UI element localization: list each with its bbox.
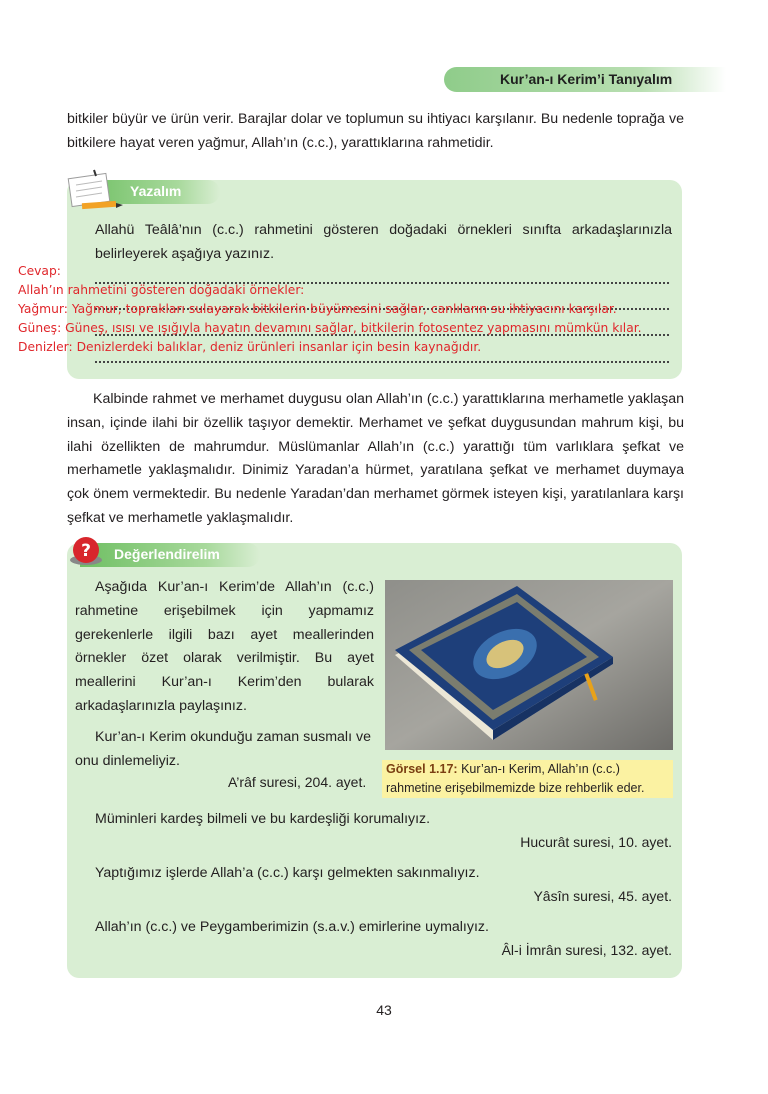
degerlendirelim-label: Değerlendirelim bbox=[114, 546, 220, 562]
verse-text: Müminleri kardeş bilmeli ve bu kardeşliği korumalıyız. bbox=[95, 811, 431, 827]
answer-heading: Cevap: bbox=[18, 264, 61, 278]
yazalim-label: Yazalım bbox=[130, 183, 182, 199]
chapter-title: Kur’an-ı Kerim’i Tanıyalım bbox=[500, 71, 673, 87]
caption-label: Görsel 1.17: bbox=[386, 762, 458, 776]
intro-paragraph: bitkiler büyür ve ürün verir. Barajlar dolar ve toplumun su ihtiyacı karşılanır. Bu nedenle toprağa ve bitkilere hayat veren yağmur, Allah’ın (c.c.), yarattıklarına rahmetidir. bbox=[67, 111, 684, 151]
verse-reference: Hucurât suresi, 10. ayet. bbox=[520, 834, 672, 850]
yazalim-instruction: Allahü Teâlâ’nın (c.c.) rahmetini gösteren doğadaki örnekleri sınıfta arkadaşlarınızla belirleyerek aşağıya yazınız. bbox=[95, 222, 672, 262]
verse-reference: Âl-i İmrân suresi, 132. ayet. bbox=[501, 942, 672, 958]
degerlendirelim-intro: Aşağıda Kur’an-ı Kerim’de Allah’ın (c.c.) rahmetine erişebilmek için yapmamız gerekenlerle ilgili bazı ayet meallerinden örnekler özet olarak verilmiştir. Bu ayet meallerini Kur’an-ı Kerim’den bularak arkadaşlarınızla paylaşınız. bbox=[75, 579, 374, 714]
answer-subheading: Allah’ın rahmetini gösteren doğadaki örnekler: bbox=[18, 283, 305, 297]
image-caption bbox=[382, 760, 673, 798]
verse-text: Allah’ın (c.c.) ve Peygamberimizin (s.a.v.) emirlerine uymalıyız. bbox=[95, 919, 489, 935]
verse-reference: Yâsîn suresi, 45. ayet. bbox=[533, 888, 672, 904]
svg-text:?: ? bbox=[81, 541, 91, 561]
page-number: 43 bbox=[376, 1002, 392, 1018]
degerlendirelim-tab bbox=[80, 543, 260, 567]
mercy-paragraph: Kalbinde rahmet ve merhamet duygusu olan Allah’ın (c.c.) yarattıklarına merhametle yaklaşan insan, içinde ilahi bir özellik taşıyor demektir. Merhamet ve şefkat duygusundan mahrum kişi, bu ilahi özellikten de mahrumdur. Müslümanlar Allah’ın (c.c.) yarattığı tüm varlıklara şefkat ve merhametle yaklaşmalıdır. Dinimiz Yaradan’a hürmet, yaratılana şefkat ve merhamet duymaya çok önem vermektedir. Bu nedenle Yaradan’dan merhamet görmek isteyen kişi, yaratılanlara karşı şefkat ve merhametle yaklaşmalıdır. bbox=[67, 391, 684, 526]
verse-reference: A’râf suresi, 204. ayet. bbox=[228, 774, 367, 790]
answer-seas: Denizler: Denizlerdeki balıklar, deniz ürünleri insanlar için besin kaynağıdır. bbox=[18, 340, 482, 354]
answer-rain: Yağmur: Yağmur, toprakları sulayarak bitkilerin büyümesini sağlar, canlıların su ihtiyacını karşılar. bbox=[18, 302, 617, 316]
verse-text: Yaptığımız işlerde Allah’a (c.c.) karşı gelmekten sakınmalıyız. bbox=[95, 865, 480, 881]
chapter-header bbox=[444, 67, 726, 92]
answer-line bbox=[95, 361, 669, 363]
question-mark-icon bbox=[65, 535, 105, 567]
answer-sun: Güneş: Güneş, ısısı ve ışığıyla hayatın devamını sağlar, bitkilerin fotosentez yapmasını mümkün kılar. bbox=[18, 321, 642, 335]
paper-pencil-icon bbox=[62, 168, 124, 212]
quran-book-image bbox=[385, 580, 673, 750]
caption-text: Kur’an-ı Kerim, Allah’ın (c.c.) rahmetine erişebilmemizde bize rehberlik eder. bbox=[386, 762, 645, 795]
verse-text: Kur’an-ı Kerim okunduğu zaman susmalı ve onu dinlemeliyiz. bbox=[75, 729, 371, 769]
